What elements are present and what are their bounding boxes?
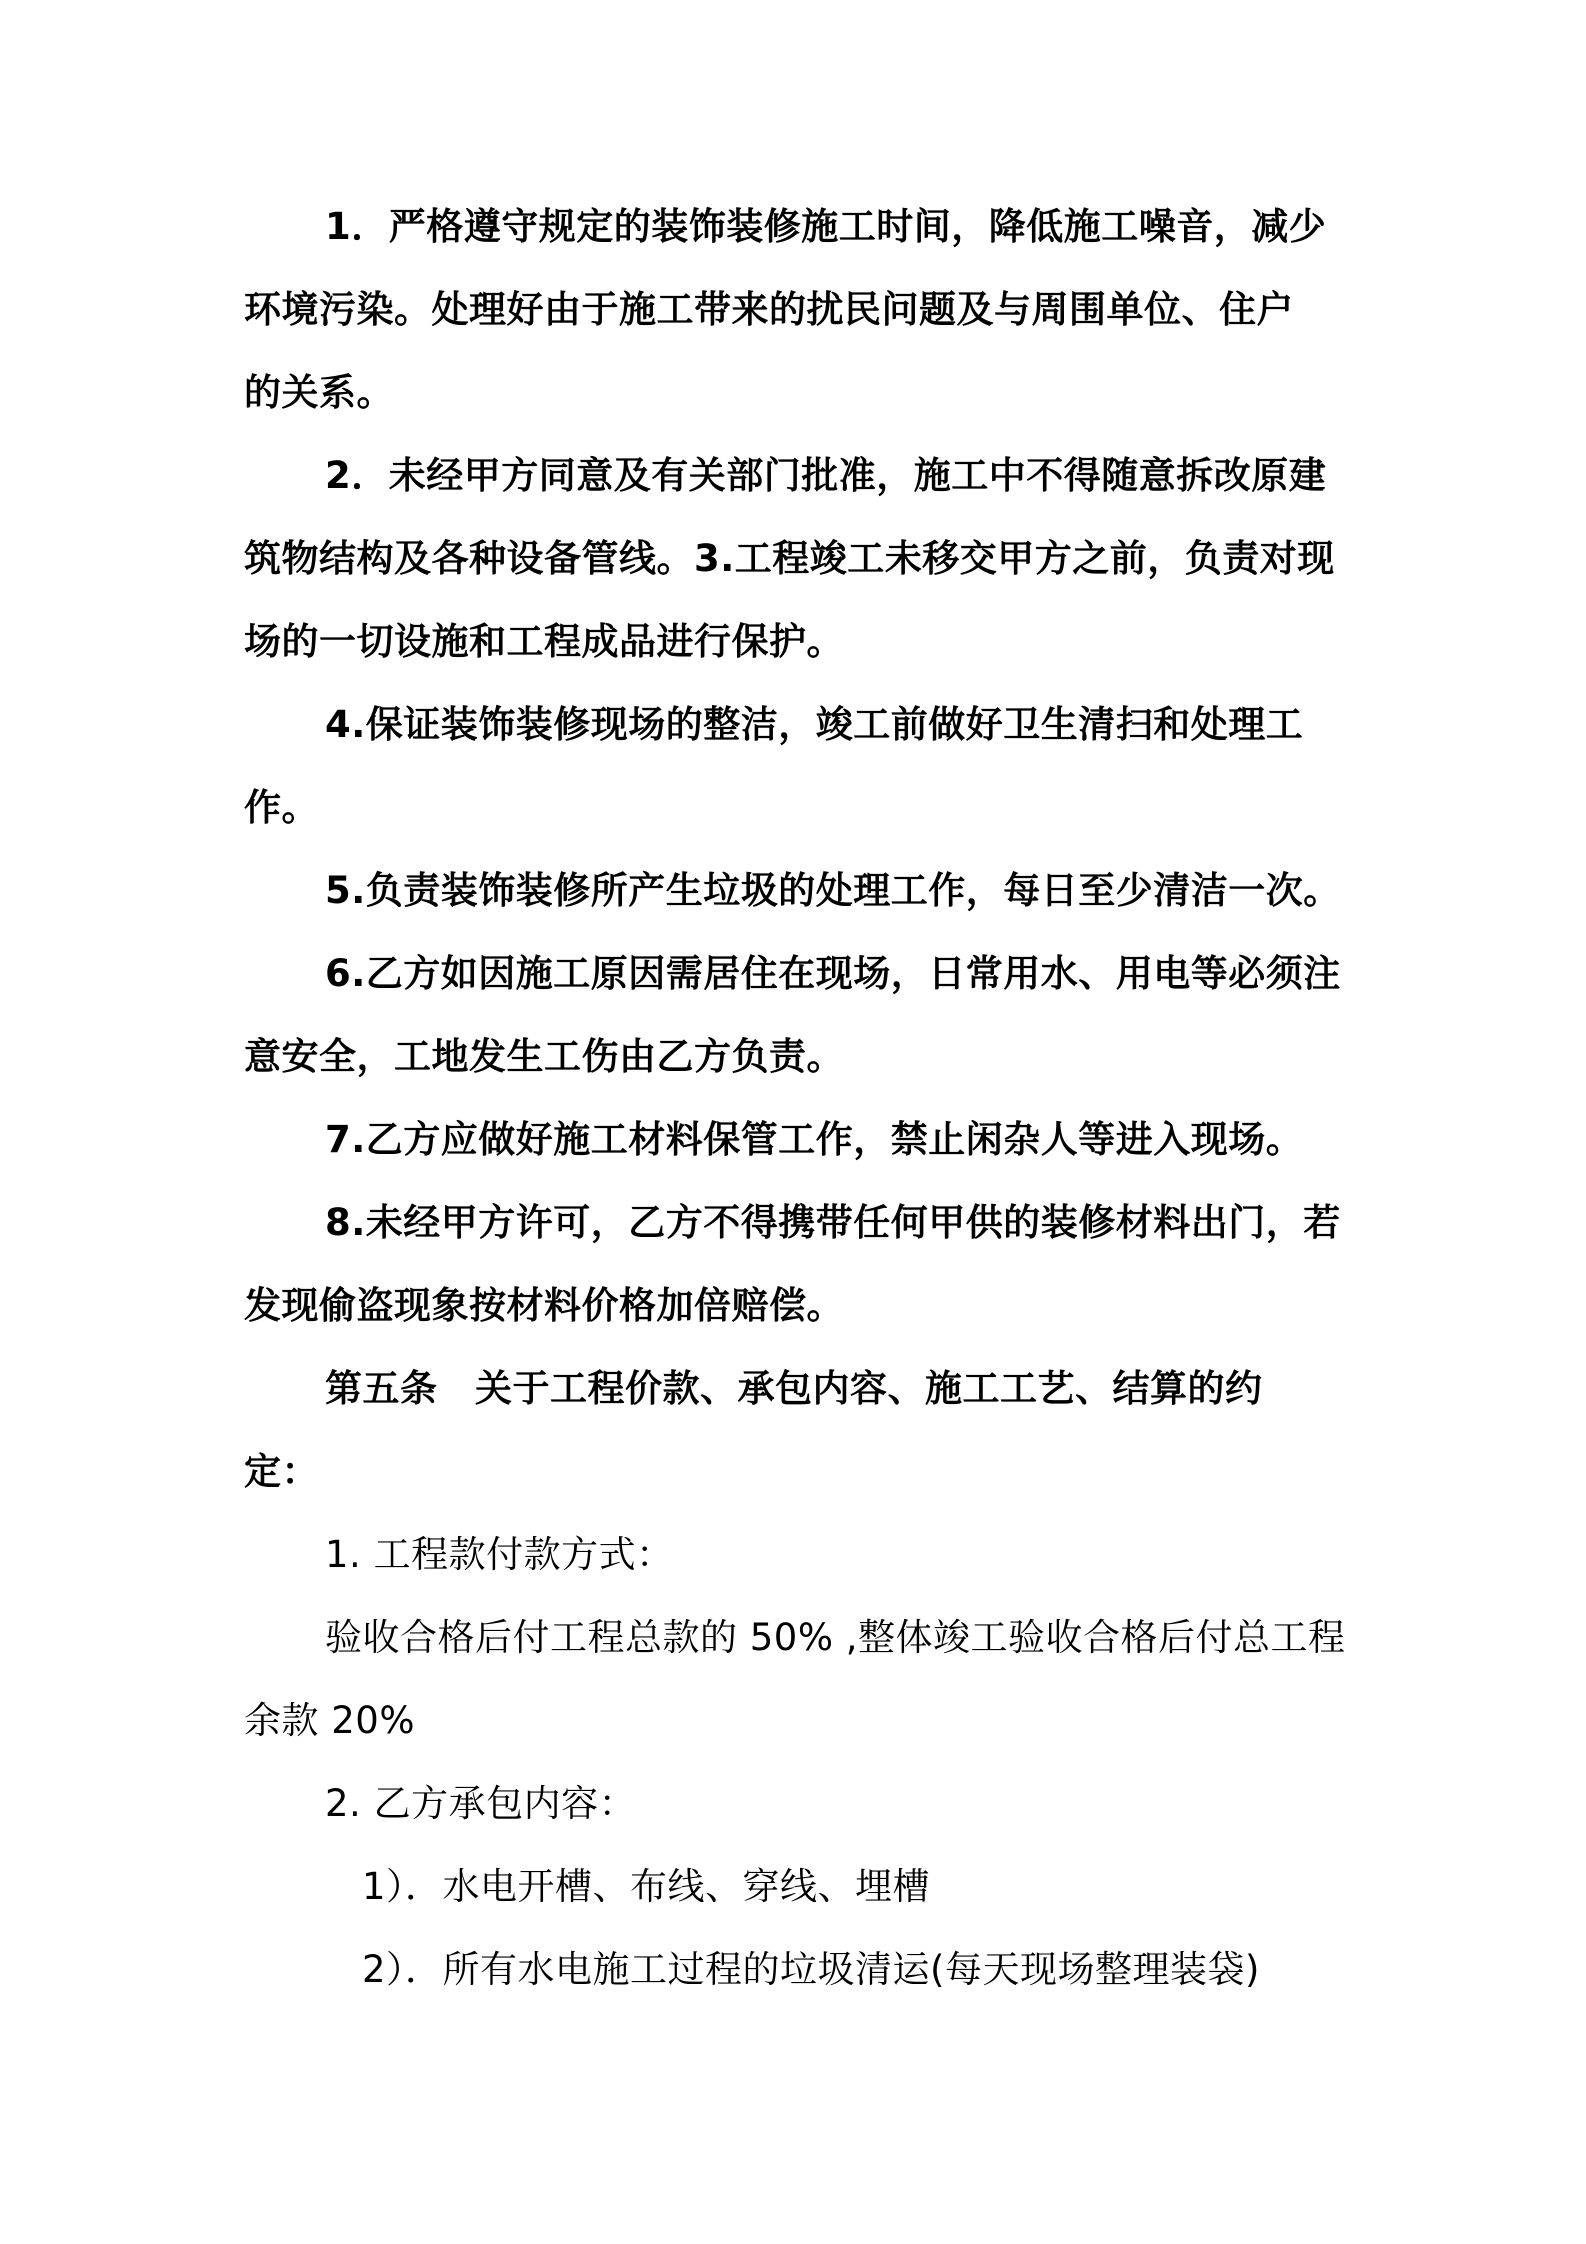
text-line: 发现偷盗现象按材料价格加倍赔偿。 xyxy=(244,1284,844,1327)
text-line: 环境污染。处理好由于施工带来的扰民问题及与周围单位、住户 xyxy=(244,288,1294,331)
text-line: 2）．所有水电施工过程的垃圾清运(每天现场整理装袋) xyxy=(362,1948,1260,1991)
text-line: 1. 工程款付款方式： xyxy=(325,1533,674,1576)
text-line: 6.乙方如因施工原因需居住在现场，日常用水、用电等必须注 xyxy=(325,952,1341,995)
article-heading: 第五条 关于工程价款、承包内容、施工工艺、结算的约 xyxy=(325,1367,1263,1410)
text-line: 8.未经甲方许可，乙方不得携带任何甲供的装修材料出门，若 xyxy=(325,1201,1341,1244)
text-line: 的关系。 xyxy=(244,371,394,414)
text-line: 余款 20% xyxy=(244,1699,415,1742)
text-line: 作。 xyxy=(244,786,319,829)
text-line: 5.负责装饰装修所产生垃圾的处理工作，每日至少清洁一次。 xyxy=(325,869,1341,912)
text-line: 4.保证装饰装修现场的整洁，竣工前做好卫生清扫和处理工 xyxy=(325,703,1304,746)
text-line: 1）．水电开槽、布线、穿线、埋槽 xyxy=(362,1865,931,1908)
text-line: 意安全，工地发生工伤由乙方负责。 xyxy=(244,1035,844,1078)
text-line: 验收合格后付工程总款的 50% ,整体竣工验收合格后付总工程 xyxy=(325,1616,1346,1659)
text-line: 1．严格遵守规定的装饰装修施工时间，降低施工噪音，减少 xyxy=(325,205,1327,248)
text-line: 7.乙方应做好施工材料保管工作，禁止闲杂人等进入现场。 xyxy=(325,1118,1304,1161)
text-line: 2．未经甲方同意及有关部门批准，施工中不得随意拆改原建 xyxy=(325,454,1327,497)
text-line: 筑物结构及各种设备管线。3.工程竣工未移交甲方之前，负责对现 xyxy=(244,537,1335,580)
text-line: 场的一切设施和工程成品进行保护。 xyxy=(244,620,844,663)
text-line: 定： xyxy=(244,1450,319,1493)
text-line: 2. 乙方承包内容： xyxy=(325,1782,637,1825)
